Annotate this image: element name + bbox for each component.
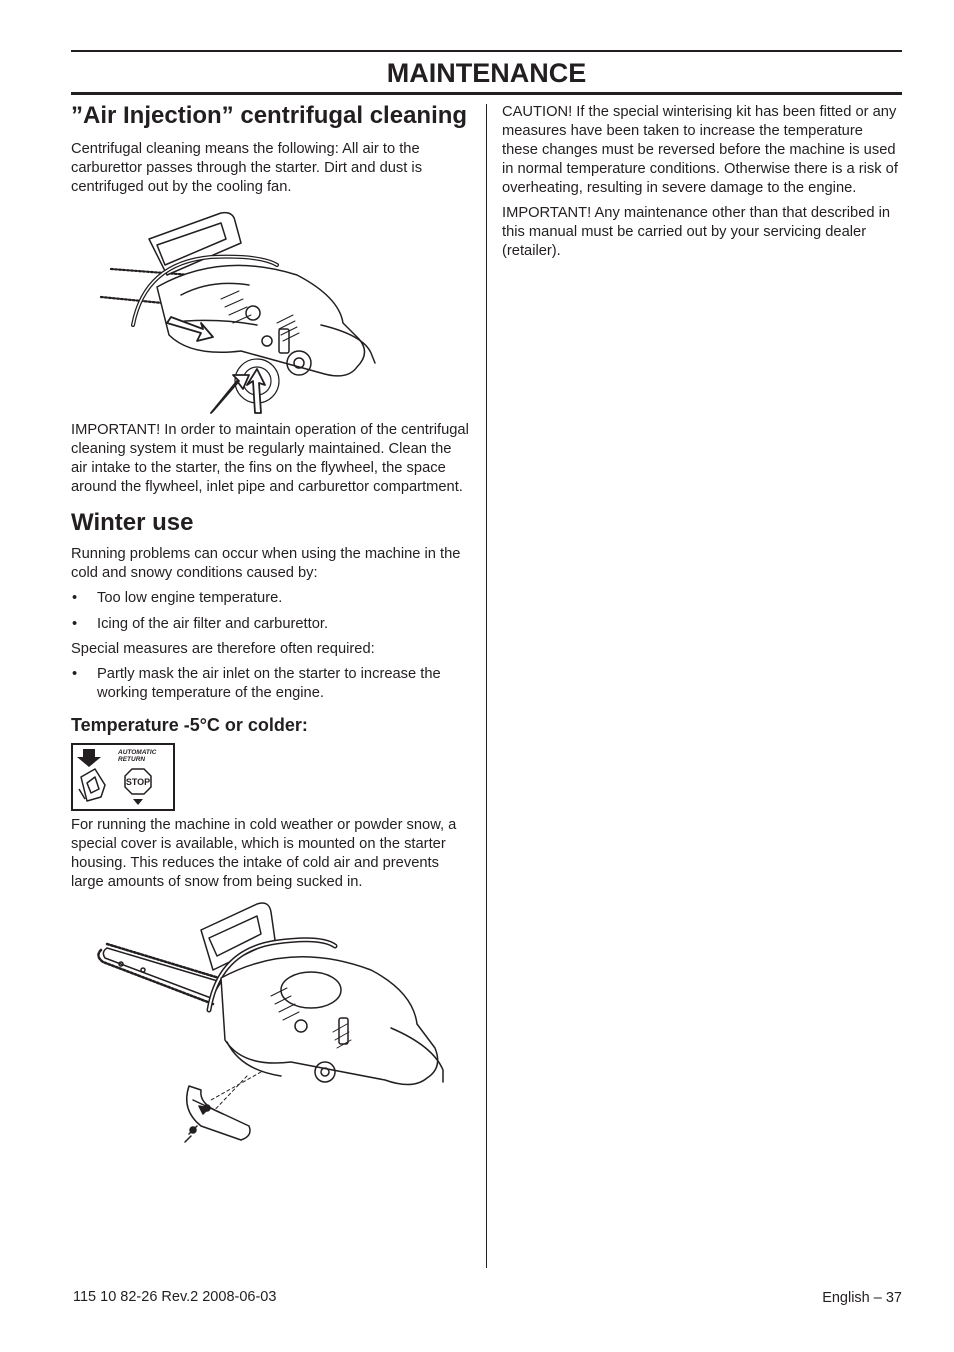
automatic-return-label: AUTOMATIC	[118, 749, 157, 756]
stop-sign-label: STOP	[125, 777, 151, 787]
bullet-marker: •	[72, 590, 78, 606]
automatic-return-label-line2: RETURN	[118, 756, 146, 763]
list-item-text: Too low engine temperature.	[97, 590, 283, 606]
winter-measures-intro: Special measures are therefore often required:	[71, 641, 375, 657]
left-column	[71, 100, 471, 1154]
air-injection-intro: Centrifugal cleaning means the following: All air to the carburettor passes through the starter. Dirt and dust is centrifuged out by the cooling fan.	[71, 141, 423, 195]
chainsaw-winter-cover-illustration	[71, 900, 471, 1154]
air-injection-important: IMPORTANT! In order to maintain operation of the centrifugal cleaning system it must be regularly maintained. Clean the air intake to the starter, the fins on the flywheel, the space around the flywheel, inlet pipe and carburettor compartment.	[71, 422, 469, 495]
page-number: English – 37	[822, 1290, 902, 1306]
temperature-heading: Temperature -5°C or colder:	[71, 715, 308, 735]
right-column	[502, 103, 902, 261]
air-injection-heading: ”Air Injection” centrifugal cleaning	[71, 102, 468, 129]
header-rule-bottom	[71, 92, 902, 95]
list-item	[71, 615, 471, 634]
list-item	[71, 665, 471, 703]
winter-measures-list	[71, 665, 471, 703]
bullet-marker: •	[72, 616, 78, 632]
header-rule-top	[71, 50, 902, 52]
winter-causes-list	[71, 589, 471, 634]
chainsaw-airflow-illustration	[71, 205, 471, 415]
column-divider	[486, 104, 487, 1268]
list-item-text: Icing of the air filter and carburettor.	[97, 616, 329, 632]
winter-use-heading: Winter use	[71, 509, 194, 536]
choke-stop-symbol	[71, 743, 175, 811]
document-number: 115 10 82-26 Rev.2 2008-06-03	[73, 1289, 277, 1305]
important-maintenance-paragraph: IMPORTANT! Any maintenance other than that described in this manual must be carried out by your servicing dealer (retailer).	[502, 205, 891, 259]
bullet-marker: •	[72, 666, 78, 682]
list-item	[71, 589, 471, 608]
section-title: MAINTENANCE	[386, 58, 587, 88]
list-item-text: Partly mask the air inlet on the starter to increase the working temperature of the engine.	[97, 666, 441, 701]
temperature-body: For running the machine in cold weather or powder snow, a special cover is available, which is mounted on the starter housing. This reduces the intake of cold air and prevents large amounts of snow from being sucked in.	[71, 817, 457, 890]
winter-use-intro: Running problems can occur when using the machine in the cold and snowy conditions caused by:	[71, 546, 461, 581]
caution-paragraph: CAUTION! If the special winterising kit has been fitted or any measures have been taken to increase the temperature these changes must be reversed before the machine is used in normal temperature conditions. Otherwise there is a risk of overheating, resulting in severe damage to the engine.	[502, 104, 898, 196]
